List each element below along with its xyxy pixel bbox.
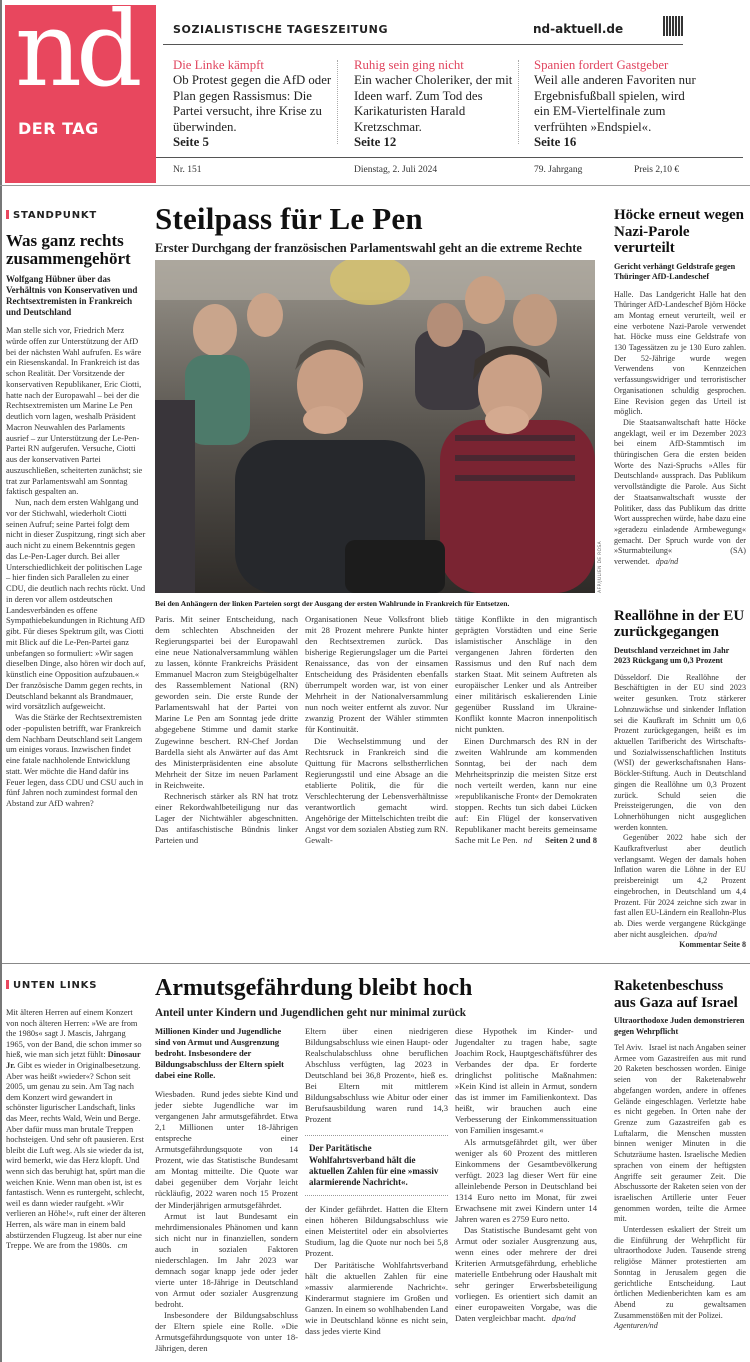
divider: [156, 157, 743, 158]
teaser-kicker: Die Linke kämpft: [173, 58, 264, 72]
bottom-row: [6, 964, 750, 1362]
reallohn-article: [614, 608, 746, 951]
section-label: UNTEN LINKS: [6, 980, 146, 991]
armut-column-2: [305, 1026, 448, 1354]
paragraph: Was die Stärke der Rechtsextremisten oder -populisten betrifft, war Frankreich dem Nachbarn Deutschland seit Langem um einiges voraus. Inzwischen findet eine fatale nachholende Entwicklung statt. Wer möchte die Hand dafür ins Feuer legen, dass CDU und CSU auch in fünf Jahren noch zumindest formal den Abstand zur AfD wahren?: [6, 713, 144, 808]
hoecke-body: [614, 290, 746, 568]
author-initials: Agenturen/nd: [614, 1321, 658, 1331]
teaser-page: Seite 12: [354, 135, 397, 150]
hoecke-headline[interactable]: Höcke erneut wegen Nazi-Parole verurteilt: [614, 207, 744, 256]
band-name: Dinosaur Jr.: [6, 1050, 141, 1071]
page-reference[interactable]: Seiten 2 und 8: [545, 834, 597, 845]
lead-column-1: [155, 614, 298, 846]
standpunkt-body: [6, 326, 146, 810]
dateline: Tel Aviv.: [614, 1043, 643, 1053]
lead-column-2: [305, 614, 448, 846]
gaza-article: [614, 974, 746, 1332]
gaza-body: [614, 1043, 746, 1332]
hoecke-article: [614, 207, 746, 568]
reallohn-body: [614, 673, 746, 951]
paragraph: Armut ist laut Bundesamt ein mehrdimensionales Phänomen und kann sich nicht nur in finanziellen, sondern auch in sozialen Faktoren niederschlagen. Im Jahr 2023 war demnach sogar knapp jede oder jeder vierte unter 18-Jährige in Deutschland von Armut oder sozialer Ausgrenzung bedroht.: [155, 1210, 298, 1309]
armut-column-1: [155, 1026, 298, 1354]
text: Rund jedes siebte Kind und jeder siebte Jugendliche war im vergangenen Jahr armutsgefährdet. Etwa 2,1 Millionen unter 18-Jährigen entspreche einer Armutsgefährdungsquote von 14 Prozent, wie das Statistische Bundesamt am Montag mitteilte. Die Quote war dabei gegenüber dem Vorjahr leicht rückläufig, 2022 waren noch 15 Prozent der Minderjährigen armutsgefährdet.: [155, 1089, 298, 1210]
dateline: Wiesbaden.: [155, 1089, 195, 1100]
photo-credit: AFP/JULIEN DE ROSA: [598, 541, 603, 593]
website-link[interactable]: nd-aktuell.de: [533, 22, 624, 36]
paragraph: diese Hypothek im Kinder- und Jugendalter zu tragen habe, sagte Joachim Rock, Hauptgeschäftsführer des Verbandes der dpa. Er forderte dringlichst politische Maßnahmen: »Kein Kind ist allein in Armut, sondern das ist immer im Familienkontext. Das heißt, wir brauchen auch eine Verbesserung der Einkommenssituation von Familien insgesamt.«: [455, 1026, 597, 1136]
page-reference[interactable]: Kommentar Seite 8: [679, 940, 746, 950]
lead-headline[interactable]: Steilpass für Le Pen: [155, 201, 423, 236]
armut-column-3: [455, 1026, 597, 1354]
pull-quote: Der Paritätische Wohlfahrtsverband hält die aktuellen Zahlen für eine »massiv alarmierende Nachricht«.: [305, 1135, 448, 1196]
standpunkt-subheadline: Wolfgang Hübner über das Verhältnis von Konservativen und Rechtsextremisten in Frankreich und Deutschland: [6, 274, 138, 317]
unten-links-body: [6, 1008, 146, 1252]
text: Mit älteren Herren auf einem Konzert von noch älteren Herren: »We are from the 1980s« sagt J. Mascis, Jahrgang 1965, von der Band, die schon immer so hieß, wie man sich jetzt fühlt:: [6, 1008, 142, 1060]
qr-code-icon[interactable]: [663, 16, 683, 36]
paragraph: Unterdessen eskaliert der Streit um die Einführung der Wehrpflicht für ultraorthodoxe Juden. Tausende streng religiöse Männer protestierten am Sonntag in Jerusalem gegen die gerichtliche Entscheidung. Laut örtlichen Medienberichten kam es am Abend zu gewaltsamen Zusammenstößen mit der Polizei.: [614, 1225, 746, 1320]
divider: [518, 60, 519, 144]
armut-body: [155, 1026, 597, 1354]
author-initials: nd: [523, 834, 533, 845]
logo-subtitle: DER TAG: [18, 119, 99, 138]
armut-intro: Millionen Kinder und Jugendliche sind von Armut und Ausgrenzung bedroht. Insbesondere der Bildungsabschluss der Eltern spielt dabei eine Rolle.: [155, 1026, 285, 1081]
reallohn-subheadline: Deutschland verzeichnet im Jahr 2023 Rückgang um 0,3 Prozent: [614, 645, 730, 666]
right-column: [614, 195, 746, 951]
paragraph: [614, 673, 746, 834]
text: Die Reallöhne der Beschäftigten in der EU sind 2023 weiter gesunken. Trotz stärkerer Lohnzuwächse und sinkender Inflation sei die Kaufkraft im Schnitt um 0,6 Prozent zurückgegangen, heißt es im aktuellen Tarifbericht des Wirtschafts- und Sozialwissenschaftlichen Instituts (WSI) der gewerkschaftsnahen Hans-Böckler-Stiftung. Auch in Deutschland gingen die Reallöhne um 0,3 Prozent zurück. Schuld seien die Preissteigerungen, die von den Lohnerhöhungen nicht ausgeglichen werden konnten.: [614, 672, 746, 832]
paragraph: tätige Konflikte in den migrantisch geprägten Vorstädten und eine Serie islamistischer Anschläge in den vergangenen Jahren förderten den Rassismus und den Ruf nach dem starken Staat. Mit seinem Auftreten als europäischer Lenker und als Antreiber einer militärisch eskalierenden Linie gegenüber Russland im Ukraine-Konflikt konnte Macron innenpolitisch nicht punkten.: [455, 614, 597, 735]
teaser-text: Ob Protest gegen die AfD oder Plan gegen Rassismus: Die Partei versucht, ihre Krise zu überwinden.: [173, 73, 332, 134]
author-initials: dpa/nd: [694, 929, 717, 939]
page-edge: [0, 0, 2, 1362]
paragraph: Eltern über einen niedrigeren Bildungsabschluss wie einen Haupt- oder Realschulabschluss ohne beruflichen Abschluss verfügten, lag 2023 in Deutschland bei 36,8 Prozent«, hieß es. Bei Eltern mit mittlerem Bildungsabschluss wie Abitur oder einer Berufsausbildung waren rund 14,3 Prozent: [305, 1026, 448, 1125]
paragraph: [455, 736, 597, 846]
paragraph: [614, 1043, 746, 1225]
teaser-page: Seite 5: [173, 135, 209, 150]
paragraph: [155, 1089, 298, 1211]
paragraph: Nun, nach dem ersten Wahlgang und vor der Stichwahl, wiederholt Ciotti seinen Aufruf; seine Partei folgt dem nicht in dieser Zuspitzung, ringt sich aber auch nicht zu einem Bekenntnis gegen das Le-Pen-Lager durch. Bei aller Unterschiedlichkeit der politischen Lage – hier finden sich Parallelen zu einer CDU, die deutlich nach rechts rückt. Und in deren vor allem ostdeutschen Landesverbänden es offene Sympathiebekundungen in Richtung AfD gibt. Für dieses Spektrum gilt, was Ciotti mit Blick auf die Le-Pen-Partei ganz unbefangen so formuliert: »Wir sagen dieselben Dinge, also hören wir doch auf, künstlich eine Opposition aufzubauen.« Der französische Damm gegen rechts, in Deutschland bekannt als Brandmauer, wird vorsätzlich aufgeweicht.: [6, 498, 146, 712]
paragraph: [614, 290, 746, 418]
teaser-kicker: Spanien fordert Gastgeber: [534, 58, 669, 72]
paragraph: Insbesondere der Bildungsabschluss der Eltern spiele eine Rolle. »Die Armutsgefährdungsquote von unter 18-Jährigen, deren: [155, 1310, 298, 1354]
logo-wordmark: nd: [15, 0, 137, 110]
dateline: Düsseldorf.: [614, 672, 652, 682]
price: Preis 2,10 €: [634, 165, 680, 175]
author-initials: dpa/nd: [655, 557, 679, 567]
paragraph: [455, 1225, 597, 1324]
author-initials: dpa/nd: [551, 1313, 576, 1324]
section-label: STANDPUNKT: [6, 210, 146, 221]
paragraph: Der Paritätische Wohlfahrtsverband hält die aktuellen Zahlen für eine »massiv alarmierende Nachricht«. Kinderarmut stagniere im Großen und Ganzen. In einem so wohlhabenden Land wie in Deutschland könne es nicht sein, dass jedes vierte Kind: [305, 1259, 448, 1336]
photo-wrapper: [155, 260, 603, 593]
armut-headline[interactable]: Armutsgefährdung bleibt hoch: [155, 975, 473, 1002]
text: Einen Durchmarsch des RN in der zweiten Wahlrunde am kommenden Sonntag, bei der nach dem Mehrheitsprinzip die meisten Sitze erst noch verteilt werden, kann nur eine »republikanische Front« der Demokraten stoppen. Rechts tun sich dabei Lücken auf: Ein Flügel der konservativen Republikaner macht bereits gemeinsame Sache mit Le Pen.: [455, 735, 597, 845]
paragraph: der Kinder gefährdet. Hatten die Eltern einen höheren Bildungsabschluss wie einen Meistertitel oder ein absolviertes Studium, lag die Quote nur noch bei 5,8 Prozent.: [305, 1204, 448, 1259]
lead-body: [155, 614, 597, 846]
lead-article: [155, 195, 603, 846]
paragraph: [155, 614, 298, 791]
top-row: [6, 195, 750, 951]
reallohn-headline[interactable]: Reallöhne in der EU zurückgegangen: [614, 607, 745, 641]
paragraph: Die Wechselstimmung und der Rechtsruck in Frankreich sind die Quittung für Macrons selbstherrlichen Regierungsstil und eine Absage an die etablierte Politik, die für die Verschlechterung der Lebensverhältnisse verantwortlich gemacht wird. Angehörige der Mittelschichten treibt die Angst vor dem sozialen Abstieg zum RN. Gewalt-: [305, 735, 448, 845]
paragraph: Rechnerisch stärker als RN hat trotz einer Rekordwahlbeteiligung nur das Lager der Nichtwähler abgeschnitten. Das antifaschistische Bündnis linker Parteien und: [155, 790, 298, 845]
paragraph: Als armutsgefährdet gilt, wer über weniger als 60 Prozent des mittleren Einkommens der Gesamtbevölkerung verfügt. 2023 lag dieser Wert für eine alleinlebende Person in Deutschland bei 1314 Euro netto im Monat, für zwei Erwachsene mit zwei Kindern unter 14 Jahren waren es 2759 Euro netto.: [455, 1136, 597, 1224]
divider: [0, 185, 750, 186]
text: Das Landgericht Halle hat den Thüringer AfD-Landeschef Björn Höcke am Montag erneut verurteilt, weil er eine verbotene Nazi-Parole verwendet hat. Höcke muss eine Geldstrafe von 130 Tagessätzen zu je 130 Euro zahlen. Der 52-Jährige wurde wegen Verwendens von Kennzeichen verfassungswidriger und terroristischer Organisationen schuldig gesprochen. Eine Revision gegen das Urteil ist möglich.: [614, 289, 746, 417]
volume: 79. Jahrgang: [534, 165, 583, 175]
author-initials: cm: [117, 1241, 128, 1251]
teaser-page: Seite 16: [534, 135, 577, 150]
photo-caption: Bei den Anhängern der linken Parteien sorgt der Ausgang der ersten Wahlrunde in Frankreich für Entsetzen.: [155, 599, 510, 608]
paragraph: [614, 418, 746, 568]
armut-article: [155, 974, 597, 1354]
hoecke-subheadline: Gericht verhängt Geldstrafe gegen Thüringer AfD-Landeschef: [614, 261, 736, 281]
text: Mit seiner Entscheidung, nach dem schlechten Abschneiden der Regierungspartei bei der Europawahl eine neue Nationalversammlung wählen zu lassen, könnte Frankreichs Präsident Emmanuel Macron zum Steigbügelhalter des Rassemblement National (RN) geworden sein. Die erste Runde der Parlamentswahl hat der Partei von Marine Le Pen am Sonntag jede dritte abgegebene Stimme und damit starke Zugewinne beschert. RN-Chef Jordan Bardella sieht als Anwärter auf das Amt des Ministerpräsidenten eine absolute Mehrheit der Sitze im neuen Parlament in Reichweite.: [155, 614, 298, 790]
dateline: Paris.: [155, 614, 175, 624]
teaser[interactable]: [534, 58, 699, 150]
paragraph: Organisationen Neue Volksfront blieb mit 28 Prozent mehrere Punkte hinter den Rechtsextremen zurück. Das bisherige Regierungslager um die Partei Renaissance, das von der einsamen Entscheidung des Präsidenten ebenfalls überrumpelt worden war, ist von einer Mehrheit in der Nationalversammlung nun noch weiter entfernt als zuvor. Nur zwanzig Prozent der Wähler stimmten für Kontinuität.: [305, 614, 448, 735]
divider: [163, 44, 683, 45]
newspaper-tagline: SOZIALISTISCHE TAGESZEITUNG: [173, 23, 389, 36]
issue-date: Dienstag, 2. Juli 2024: [354, 165, 438, 175]
standpunkt-headline[interactable]: Was ganz rechts zusammengehört: [6, 231, 131, 268]
paragraph: Man stelle sich vor, Friedrich Merz würde offen zur Unterstützung der AfD bei der nächsten Wahl aufrufen. Es wäre ein Riesenskandal. In Frankreich ist das schon Realität. Der Vorsitzende der konservativen Republikaner, Eric Ciotti, hatte nach der Europawahl – bei der die Rechtsextremisten um Marine Le Pen deutlich vorn lagen, weshalb Präsident Macron Neuwahlen des Parlaments ausrief – zur Unterstützung der Le-Pen-Partei RN aufgerufen. Versuche, Ciotti aus der konservativen Partei auszuschließen, scheiterten zunächst; sie trat zur Parlamentswahl am Sonntag faktisch gespalten an.: [6, 326, 143, 497]
logo[interactable]: [5, 0, 156, 183]
teaser-kicker: Ruhig sein ging nicht: [354, 58, 464, 72]
armut-subheadline: Anteil unter Kindern und Jugendlichen geht nur minimal zurück: [155, 1007, 467, 1020]
crowd-photo-illustration: [155, 260, 595, 593]
gaza-subheadline: Ultraorthodoxe Juden demonstrieren gegen Wehrpflicht: [614, 1016, 745, 1036]
text: Das Statistische Bundesamt geht von Armut oder sozialer Ausgrenzung aus, wenn eines oder mehrere der drei Kriterien Armutsgefährdung, erhebliche materielle Entbehrung oder Haushalt mit sehr geringer Erwerbsbeteiligung vorliegen. Es orientiert sich damit an einer europaweiten Vorgabe, was die Daten vergleichbar macht.: [455, 1224, 597, 1324]
text: Die Staatsanwaltschaft hatte Höcke angeklagt, weil er im Dezember 2023 bei einem AfD-Stammtisch im thüringischen Gera die ersten beiden Worte des Nazi-Spruchs »Alles für Deutschland« aussprach. Das Publikum vervollständigte die Parole. Aus Sicht der Staatsanwaltschaft wusste der Politiker, dass das Publikum das dritte Wort aussprechen würde, habe dazu eine »geradezu einladende Armbewegung« gemacht. Der Spruch wurde von der »Sturmabteilung« (SA) verwendet.: [614, 417, 746, 567]
divider: [337, 60, 338, 144]
issue-number: Nr. 151: [173, 165, 202, 175]
teaser-text: Ein wacher Choleriker, der mit Ideen warf. Zum Tod des Karikaturisten Harald Kretzschmar.: [354, 73, 513, 134]
text: Gegenüber 2022 habe sich der Kaufkraftverlust aber deutlich verlangsamt. Wegen der damals hohen Inflation waren die Löhne in der EU preisbereinigt um 4,2 Prozent eingebrochen, in Deutschland um 4,4 Prozent. Für 2024 zeichne sich zwar in fast allen EU-Ländern ein Reallohn-Plus ab. Dies werde vergangene Rückgänge aber nicht ausgleichen.: [614, 833, 746, 939]
standpunkt-column: [6, 195, 146, 810]
text: Israel ist nach Angaben seiner Armee vom Gazastreifen aus mit rund 20 Raketen beschossen worden. Einige seien von der Raketenabwehr abgefangen worden, andere in offenes Gelände eingeschlagen. Verletzte habe es nicht gegeben. In Orten nahe der Grenze zum Gazastreifen gab es Luftalarm, die Menschen mussten binnen weniger Minuten in die Schutzräume hasten. Israelische Medien sprachen von einem der heftigsten Angriffe seit geraumer Zeit. Die Abschussorte der Raketen seien von der israelischen Artillerie unter Feuer genommen worden, teilte die Armee mit.: [614, 1043, 746, 1224]
lead-subheadline: Erster Durchgang der französischen Parlamentswahl geht an die extreme Rechte: [155, 241, 582, 255]
gaza-headline[interactable]: Raketenbeschuss aus Gaza auf Israel: [614, 978, 738, 1011]
dateline: Halle.: [614, 289, 634, 299]
text: Gibt es wieder in Originalbesetzung. Aber was heißt »wieder«? Schon seit 2005, um genau zu sein. Am Tag nach dem Konzert wird gewandert in schönster ligurischer Landschaft, links das Meer, rechts Wald, Wein und Berge. Aber dafür muss man brutale Treppen hochsteigen. Und sehr oft pausieren. Erst bleibt die Luft weg. Als sie wieder da ist, wird bemerkt, wie das Herz klopft. Und wenn sich das beruhigt hat, spürt man die weichen Knie. Wenn man oben ist, ist es fantastisch. Wenn es runtergeht, schlecht, weil es dann wieder raufgeht. »Wir verlieren an Höhe!«, ruft einer der älteren Herren, als wäre man in einem bald abstürzenden Flugzeug. Ist aber nur eine Treppe. We are from the 1980s.: [6, 1061, 146, 1251]
lead-column-3: [455, 614, 597, 846]
teaser[interactable]: [354, 58, 519, 150]
lead-photo[interactable]: [155, 260, 595, 593]
teaser[interactable]: [173, 58, 338, 150]
paragraph: [614, 833, 746, 940]
teaser-text: Weil alle anderen Favoriten nur Ergebnisfußball spielen, wird ein EM-Viertelfinale zum verfrühten »Endspiel«.: [534, 73, 696, 134]
